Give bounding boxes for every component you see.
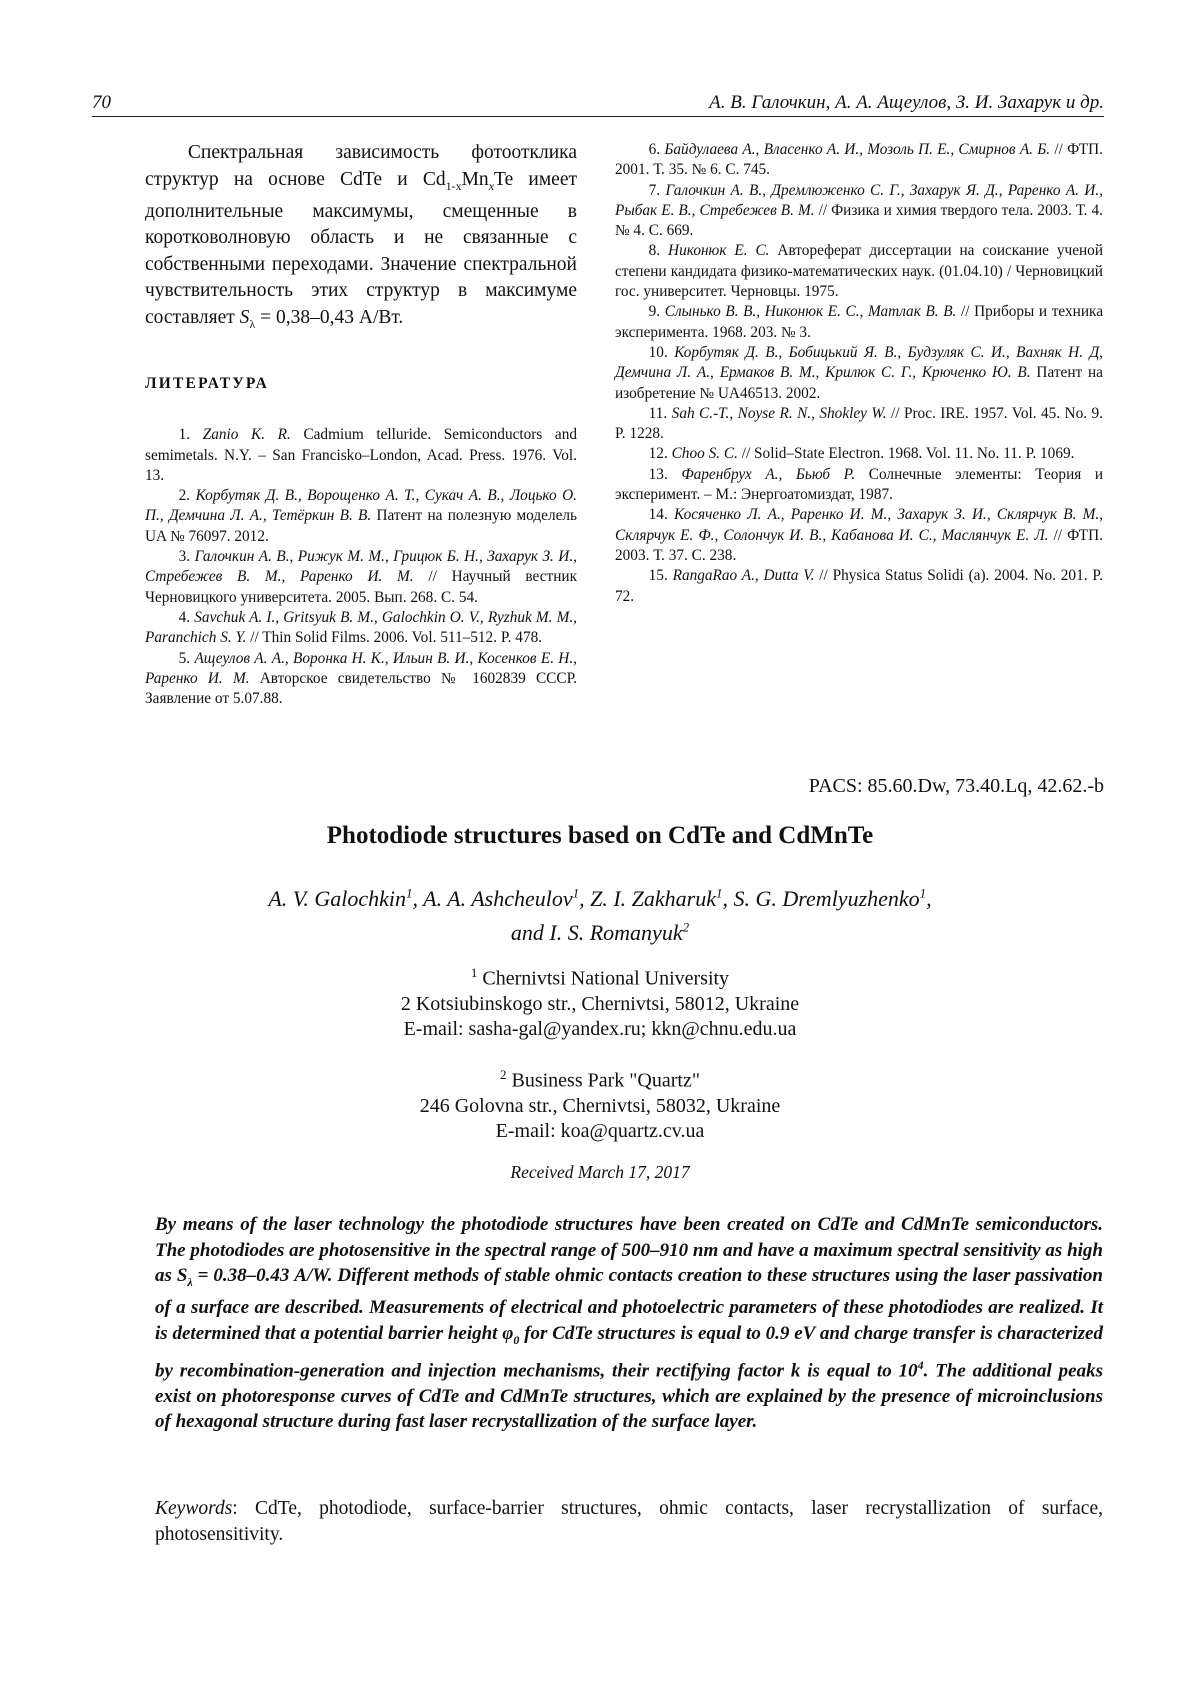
reference-item: 10. Корбутяк Д. В., Бобицький Я. В., Будзуляк С. И., Вахняк Н. Д, Демчина Л. А., Ермаков В. М., Крилюк С. Г., Крюченко Ю. В. Патент на изобретение № UA46513. 2002.: [615, 343, 1104, 402]
reference-item: 4. Savchuk A. I., Gritsyuk B. M., Galochkin O. V., Ryzhuk M. M., Paranchich S. Y. // Thin Solid Films. 2006. Vol. 511–512. P. 478.: [145, 608, 577, 647]
author: S. G. Dremlyuzhenko$^1$,: [733, 886, 932, 912]
keywords: [155, 1496, 1103, 1548]
keywords-text: : CdTe, photodiode, surface-barrier structures, ohmic contacts, laser recrystallization of surface, photosensitivity.: [155, 1498, 1103, 1545]
left-column: [145, 140, 577, 709]
affiliation-address: 2 Kotsiubinskogo str., Chernivtsi, 58012, Ukraine: [400, 992, 800, 1015]
reference-item: 13. Фаренбрух А., Бьюб Р. Солнечные элементы: Теория и эксперимент. – М.: Энергоатомиздат, 1987.: [615, 465, 1104, 504]
pacs-codes: PACS: 85.60.Dw, 73.40.Lq, 42.62.-b: [808, 775, 1104, 797]
reference-item: 2. Корбутяк Д. В., Ворощенко А. Т., Сукач А. В., Лоцько О. П., Демчина Л. А., Тетёркин В. В. Патент на полезную моделель UA № 76097. 2012.: [145, 487, 577, 545]
reference-item: 3. Галочкин А. В., Рижук М. М., Грицюк Б. Н., Захарук З. И., Стребежев В. М., Раренко И. М. // Научный вестник Черновицкого университета. 2005. Вып. 268. С. 54.: [145, 548, 578, 606]
abstract: By means of the laser technology the photodiode structures have been created on CdTe and CdMnTe semiconductors. The photodiodes are photosensitive in the spectral range of 500–910 nm and have a maximum spectral sensitivity as high as $S_\lambda = 0.38-0.43$ A/W. Different methods of stable ohmic contacts creation to these structures using the laser passivation of a surface are described. Measurements of electrical and photoelectric parameters of these photodiodes are realized. It is determined that a potential barrier height $\varphi_0$ for CdTe structures is equal to 0.9 eV and charge transfer is characterized by recombination-generation and injection mechanisms, their rectifying factor k is equal to $10^4$. The additional peaks exist on photoresponse curves of CdTe and CdMnTe structures, which are explained by the presence of microinclusions of hexagonal structure during fast laser recrystallization of the surface layer.: [155, 1214, 1103, 1433]
affiliation-email: E-mail: koa@quartz.cv.ua: [495, 1119, 705, 1142]
reference-item: 14. Косяченко Л. А., Раренко И. М., Захарук З. И., Склярчук В. М., Склярчук Е. Ф., Солончук И. В., Кабанова И. С., Маслянчук Е. Л. // ФТП. 2003. Т. 37. С. 238.: [615, 506, 1104, 564]
references-list-left: [145, 425, 577, 709]
received-date: Received March 17, 2017: [510, 1162, 690, 1182]
affiliation-2: $^2$ Business Park "Quartz" 246 Golovna str., Chernivtsi, 58032, Ukraine E-mail: koa@quartz.cv.ua: [0, 1062, 1200, 1144]
right-column: [615, 140, 1103, 607]
literature-heading: ЛИТЕРАТУРА: [145, 375, 269, 393]
page-header: [92, 86, 1104, 117]
reference-item: 7. Галочкин А. В., Дремлюженко С. Г., Захарук Я. Д., Раренко А. И., Рыбак Е. В., Стребежев В. М. // Физика и химия твердого тела. 2003. Т. 4. № 4. С. 669.: [615, 181, 1104, 240]
reference-item: 9. Слынько В. В., Никонюк Е. С., Матлак В. В. // Приборы и техника эксперимента. 1968. 203. № 3.: [615, 303, 1103, 341]
running-title: А. В. Галочкин, А. А. Ащеулов, З. И. Захарук и др.: [709, 92, 1104, 113]
reference-item: 6. Байдулаева А., Власенко А. И., Мозоль П. Е., Смирнов А. Б. // ФТП. 2001. Т. 35. № 6. С. 745.: [615, 141, 1103, 179]
reference-item: 5. Ащеулов А. А., Воронка Н. К., Ильин В. И., Косенков Е. Н., Раренко И. М. Авторское свидетельство № 1602839 СССР. Заявление от 5.07.88.: [145, 649, 577, 708]
reference-item: 15. RangaRao A., Dutta V. // Physica Status Solidi (a). 2004. No. 201. P. 72.: [615, 567, 1104, 605]
affiliation-name: Business Park "Quartz": [511, 1069, 701, 1092]
reference-item: 11. Sah C.-T., Noyse R. N., Shokley W. // Proc. IRE. 1957. Vol. 45. No. 9. P. 1228.: [615, 404, 1103, 443]
author: Z. I. Zakharuk$^1$,: [590, 886, 734, 912]
affiliation-address: 246 Golovna str., Chernivtsi, 58032, Ukraine: [419, 1094, 781, 1117]
references-list-right: [615, 140, 1103, 607]
author: A. V. Galochkin$^1$,: [268, 886, 424, 912]
reference-item: 8. Никонюк Е. С. Автореферат диссертации на соискание ученой степени кандидата физико-математических наук. (01.04.10) / Черновицкий гос. университет. Черновцы. 1975.: [615, 242, 1104, 301]
page-number: 70: [92, 92, 111, 113]
author: and I. S. Romanyuk$^2$: [510, 919, 690, 945]
reference-item: 12. Choo S. C. // Solid–State Electron. 1968. Vol. 11. No. 11. P. 1069.: [648, 445, 1075, 463]
affiliation-1: $^1$ Chernivtsi National University 2 Kotsiubinskogo str., Chernivtsi, 58012, Ukraine E-mail: sasha-gal@yandex.ru; kkn@chnu.edu.ua: [0, 960, 1200, 1042]
keywords-label: Keywords: [155, 1498, 233, 1519]
affiliation-email: E-mail: sasha-gal@yandex.ru; kkn@chnu.edu.ua: [403, 1017, 797, 1040]
reference-item: 1. Zanio K. R. Cadmium telluride. Semiconductors and semimetals. N.Y. – San Francisko–London, Acad. Press. 1976. Vol. 13.: [145, 426, 578, 484]
article-title: Photodiode structures based on CdTe and CdMnTe: [326, 822, 874, 849]
author-list: [0, 880, 1200, 947]
author: A. A. Ashcheulov$^1$,: [423, 886, 591, 912]
intro-paragraph: Спектральная зависимость фотоотклика структур на основе CdTe и $Cd_{1-x}Mn_xTe$ имеет дополнительные максимумы, смещенные в коротковолновую область и не связанные с собственными переходами. Значение спектральной чувствительность этих структур в максимуме составляет $S_\lambda = 0,38-0,43$ А/Вт.: [145, 142, 578, 331]
affiliation-name: Chernivtsi National University: [482, 967, 730, 990]
